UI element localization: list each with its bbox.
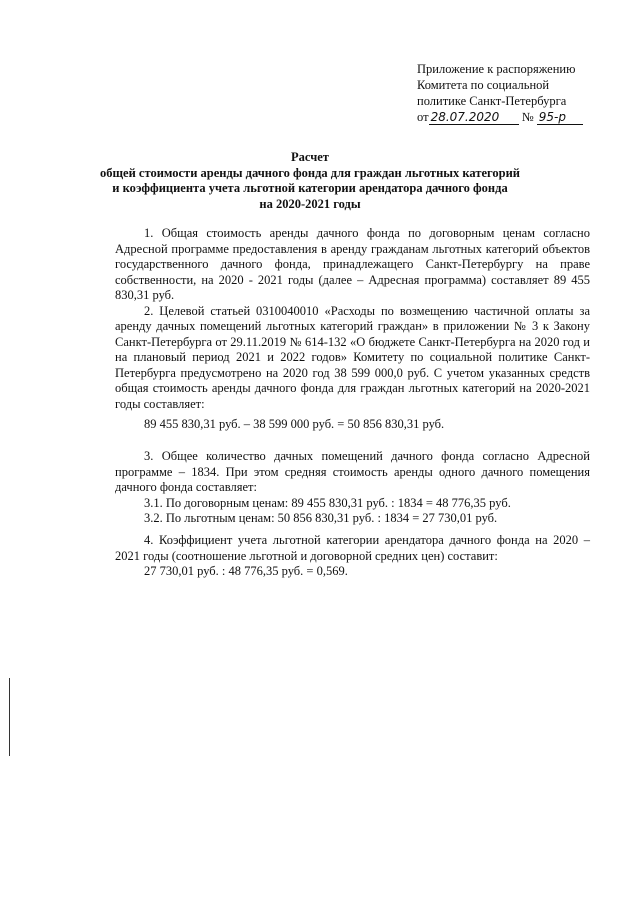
handwritten-number: 95-р — [537, 111, 583, 125]
formula-1-block — [115, 417, 590, 433]
paragraph-1: 1. Общая стоимость аренды дачного фонда по договорным ценам согласно Адресной программе предоставления в аренду гражданам льготных категорий объектов государственного дачного фонда, принадлежащего Санкт-Петербургу на праве собственности, на 2020 - 2021 годы (далее – Адресная программа) составляет 89 455 830,31 руб. — [115, 226, 590, 302]
paragraph-3-block — [115, 449, 590, 527]
title-line-1: Расчет — [291, 150, 329, 164]
header-date-line — [417, 109, 617, 125]
title-line-3: и коэффициента учета льготной категории арендатора дачного фонда — [112, 181, 508, 195]
header-line-3: политике Санкт-Петербурга — [417, 94, 567, 108]
formula-2: 27 730,01 руб. : 48 776,35 руб. = 0,569. — [144, 564, 348, 578]
header-line-2: Комитета по социальной — [417, 78, 550, 92]
paragraph-4: 4. Коэффициент учета льготной категории арендатора дачного фонда на 2020 – 2021 годы (соотношение льготной и договорной средних цен) составит: — [115, 533, 590, 563]
paragraph-3-1: 3.1. По договорным ценам: 89 455 830,31 руб. : 1834 = 48 776,35 руб. — [144, 495, 511, 510]
formula-1: 89 455 830,31 руб. – 38 599 000 руб. = 50 856 830,31 руб. — [144, 417, 445, 431]
handwritten-date: 28.07.2020 — [429, 111, 519, 125]
paragraph-2: 2. Целевой статьей 0310040010 «Расходы по возмещению частичной оплаты за аренду дачных помещений льготных категорий граждан» в приложении № 3 к Закону Санкт-Петербурга от 29.11.2019 № 614-132 «О бюджете Санкт-Петербурга на 2020 год и на плановый период 2021 и 2022 годов» Комитету по социальной политике Санкт-Петербурга предусмотрено на 2020 год 38 599 000,0 руб. С учетом указанных средств общая стоимость аренды дачного фонда для граждан льготных категорий на 2020-2021 годы составляет: — [115, 303, 590, 411]
paragraph-3-2: 3.2. По льготным ценам: 50 856 830,31 руб. : 1834 = 27 730,01 руб. — [144, 511, 498, 525]
paragraph-3: 3. Общее количество дачных помещений дачного фонда согласно Адресной программе – 1834. При этом средняя стоимость аренды одного дачного помещения дачного фонда составляет: — [115, 449, 590, 494]
document-title — [100, 150, 520, 212]
header-line-1: Приложение к распоряжению — [417, 62, 576, 76]
paragraph-1-block — [115, 226, 590, 412]
margin-line — [9, 678, 10, 756]
title-line-2: общей стоимости аренды дачного фонда для граждан льготных категорий — [100, 165, 521, 180]
title-line-4: на 2020-2021 годы — [259, 196, 361, 211]
appendix-header — [417, 61, 617, 125]
date-prefix: от — [417, 110, 429, 124]
number-prefix: № — [521, 110, 534, 124]
paragraph-4-block — [115, 533, 590, 580]
